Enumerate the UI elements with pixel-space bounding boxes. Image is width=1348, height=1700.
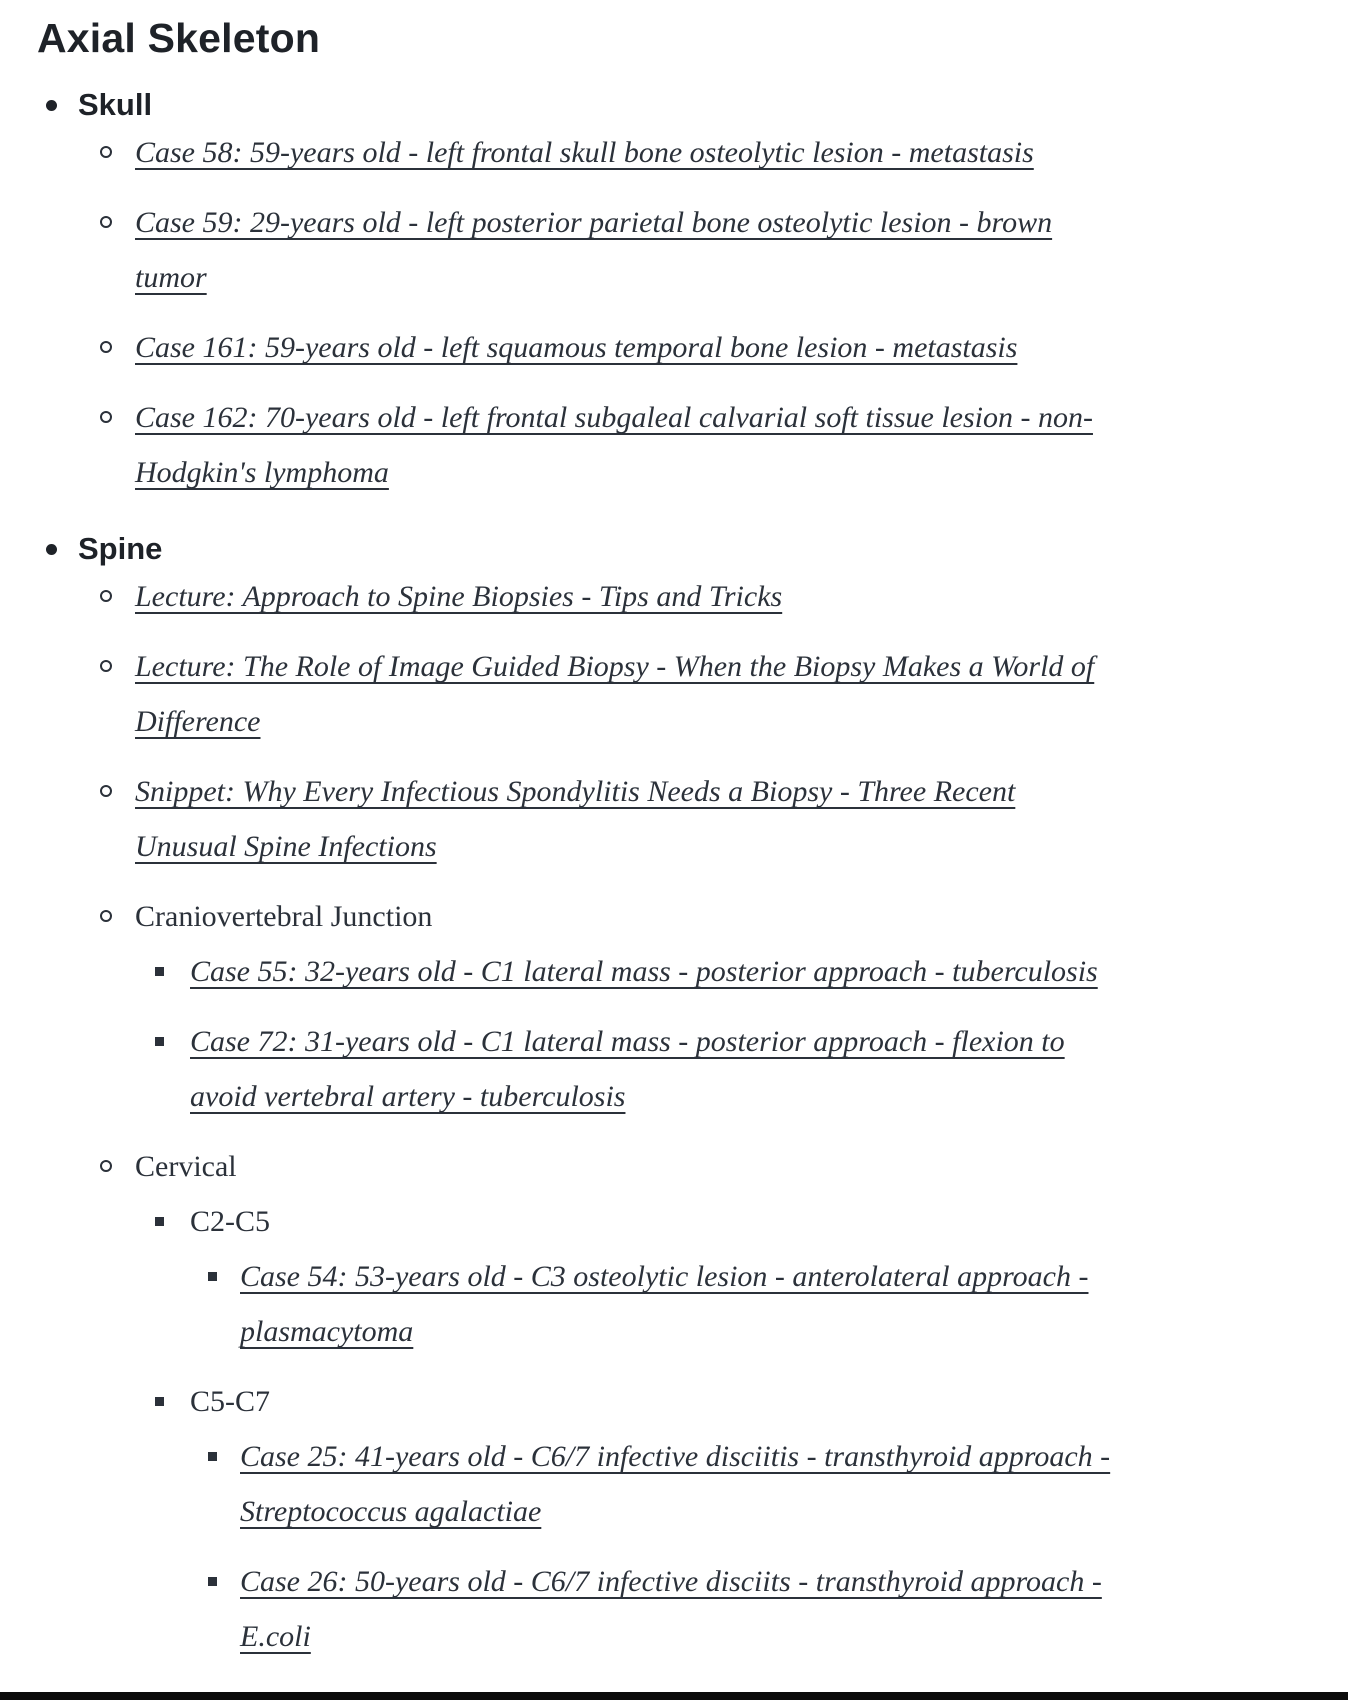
link-line: Case 72: 31-years old - C1 lateral mass - posterior approach - flexion to	[190, 1025, 1065, 1058]
link-line: Difference	[135, 705, 261, 738]
c2-c5-sublist	[0, 1249, 1348, 1359]
square-bullet-icon	[155, 967, 164, 976]
disc-bullet-icon	[46, 100, 57, 111]
list-item	[0, 1554, 1348, 1664]
case-54-link[interactable]	[240, 1249, 1348, 1359]
section-label-skull: Skull	[78, 87, 153, 122]
case-161-link[interactable]	[135, 320, 1348, 375]
group-label-craniovertebral: Craniovertebral Junction	[135, 900, 433, 933]
section-skull-row	[0, 85, 1348, 125]
link-line: Case 26: 50-years old - C6/7 infective disciits - transthyroid approach -	[240, 1565, 1102, 1598]
link-line: plasmacytoma	[240, 1315, 414, 1348]
link-line: Case 161: 59-years old - left squamous temporal bone lesion - metastasis	[135, 331, 1018, 364]
case-55-link[interactable]	[190, 944, 1348, 999]
link-line: tumor	[135, 261, 207, 294]
square-bullet-icon	[208, 1272, 217, 1281]
group-label-row	[0, 889, 1348, 944]
section-spine-row	[0, 529, 1348, 569]
circle-bullet-icon	[100, 785, 112, 797]
craniovertebral-sublist	[0, 944, 1348, 1124]
circle-bullet-icon	[100, 341, 112, 353]
section-spine	[0, 529, 1348, 1679]
lecture-image-guided-biopsy-link[interactable]	[135, 639, 1348, 749]
group-label-row	[0, 1139, 1348, 1194]
case-25-link[interactable]	[240, 1429, 1348, 1539]
list-item	[0, 1429, 1348, 1539]
c5-c7-sublist	[0, 1429, 1348, 1664]
group-craniovertebral-junction	[0, 889, 1348, 1139]
circle-bullet-icon	[100, 910, 112, 922]
list-item	[0, 195, 1348, 305]
link-line: Case 55: 32-years old - C1 lateral mass - posterior approach - tuberculosis	[190, 955, 1098, 988]
list-item	[0, 320, 1348, 375]
case-72-link[interactable]	[190, 1014, 1348, 1124]
group-label-row	[0, 1194, 1348, 1249]
circle-bullet-icon	[100, 1160, 112, 1172]
circle-bullet-icon	[100, 660, 112, 672]
disc-bullet-icon	[46, 544, 57, 555]
group-label-cervical: Cervical	[135, 1150, 237, 1183]
page-title: Axial Skeleton	[37, 15, 321, 61]
section-skull	[0, 85, 1348, 515]
list-item	[0, 639, 1348, 749]
list-item	[0, 125, 1348, 180]
outline-list	[0, 85, 1348, 1679]
link-line: Case 162: 70-years old - left frontal subgaleal calvarial soft tissue lesion - non-	[135, 401, 1093, 434]
link-line: Case 25: 41-years old - C6/7 infective disciitis - transthyroid approach -	[240, 1440, 1111, 1473]
list-item	[0, 1249, 1348, 1359]
square-bullet-icon	[208, 1452, 217, 1461]
lecture-spine-biopsies-link[interactable]	[135, 569, 1348, 624]
link-line: avoid vertebral artery - tuberculosis	[190, 1080, 626, 1113]
link-line: Streptococcus agalactiae	[240, 1495, 542, 1528]
list-item	[0, 944, 1348, 999]
section-label-spine: Spine	[78, 531, 163, 566]
link-line: Case 54: 53-years old - C3 osteolytic lesion - anterolateral approach -	[240, 1260, 1089, 1293]
link-line: Case 58: 59-years old - left frontal skull bone osteolytic lesion - metastasis	[135, 136, 1034, 169]
link-line: Unusual Spine Infections	[135, 830, 437, 863]
link-line: Case 59: 29-years old - left posterior parietal bone osteolytic lesion - brown	[135, 206, 1053, 239]
square-bullet-icon	[155, 1397, 164, 1406]
case-162-link[interactable]	[135, 390, 1348, 500]
case-59-link[interactable]	[135, 195, 1348, 305]
circle-bullet-icon	[100, 411, 112, 423]
case-58-link[interactable]	[135, 125, 1348, 180]
link-line: Snippet: Why Every Infectious Spondylitis Needs a Biopsy - Three Recent	[135, 775, 1016, 808]
link-line: Lecture: Approach to Spine Biopsies - Tips and Tricks	[135, 580, 783, 613]
square-bullet-icon	[208, 1577, 217, 1586]
case-26-link[interactable]	[240, 1554, 1348, 1664]
circle-bullet-icon	[100, 216, 112, 228]
spine-sublist	[0, 569, 1348, 1679]
list-item	[0, 1014, 1348, 1124]
list-item	[0, 390, 1348, 500]
group-cervical	[0, 1139, 1348, 1679]
group-label-c5-c7: C5-C7	[190, 1385, 271, 1418]
circle-bullet-icon	[100, 146, 112, 158]
link-line: Lecture: The Role of Image Guided Biopsy - When the Biopsy Makes a World of	[135, 650, 1095, 683]
square-bullet-icon	[155, 1037, 164, 1046]
link-line: Hodgkin's lymphoma	[135, 456, 389, 489]
list-item	[0, 764, 1348, 874]
skull-sublist	[0, 125, 1348, 500]
group-label-row	[0, 1374, 1348, 1429]
square-bullet-icon	[155, 1217, 164, 1226]
group-c5-c7	[0, 1374, 1348, 1679]
bottom-divider	[0, 1692, 1348, 1700]
group-c2-c5	[0, 1194, 1348, 1374]
circle-bullet-icon	[100, 590, 112, 602]
group-label-c2-c5: C2-C5	[190, 1205, 271, 1238]
list-item	[0, 569, 1348, 624]
cervical-sublist	[0, 1194, 1348, 1679]
link-line: E.coli	[240, 1620, 311, 1653]
snippet-infectious-spondylitis-link[interactable]	[135, 764, 1348, 874]
